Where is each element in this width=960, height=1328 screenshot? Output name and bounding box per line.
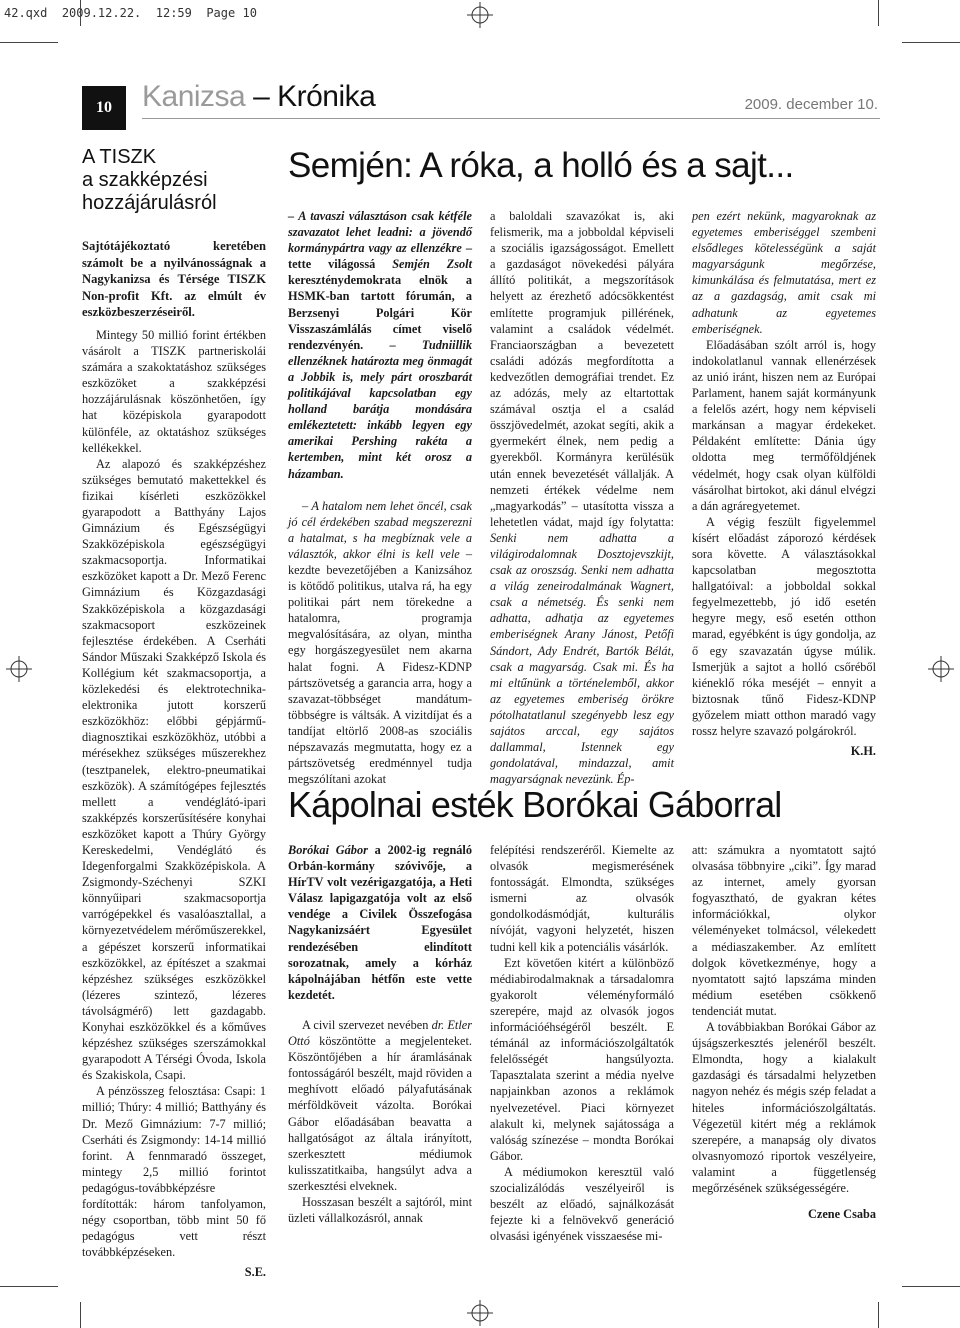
article1-lead: – A tavaszi választáson csak kétféle szavazatot lehet leadni: a jövendő kormánypártra vagy az ellenzékre – tette világossá Semjén Zsolt kereszténydemokrata elnök a HSMK-ban tartott fórumán, a Berzsenyi Polgári Kör Visszaszámlálás címet viselő rendezvényén. – Tudniillik ellenzéknek határozta meg önmagát a Jobbik is, mely párt oroszbarát politikájával kapcsolatban egy holland barátja mondására emlékeztetett: inkább legyen egy amerikai Pershing rakéta a kertemben, mint két orosz a házamban. (288, 209, 473, 481)
article1-column-3 (692, 208, 876, 759)
sidebar-paragraph: A pénzösszeg felosztása: Csapi: 1 millió; Thúry: 4 millió; Batthyány és Dr. Mező Gimnázium: 7-7 millió; Cserháti és Zsigmondy: 14-14 millió forint. A fennmaradó összeget, mintegy 2,5 millió forintot pedagógus-továbbképzésre fordították: három tanfolyamon, négy csoportban, több mint 50 fő pedagógus vett részt továbbképzéseken. (82, 1084, 266, 1260)
article2-paragraph: Ezt követően kitért a különböző médiabirodalmaknak a társadalomra gyakorolt véleményformáló szerepére, majd az olvasók jogos információéhségéről beszélt. E témánál az információszolgáltatók felelősségét hangsúlyozta. Tapasztalata szerint a média nyelve napjainkban azonos a reklámok nyelvezetével. Piaci környezet alakult ki, melynek sajátossága a valóság színezése – mondta Borókai Gábor. (490, 955, 674, 1163)
article1-signature: K.H. (850, 744, 876, 759)
registration-mark-icon (928, 656, 954, 682)
article2-signature: Czene Csaba (808, 1207, 876, 1222)
article1-paragraph: a baloldali szavazókat is, aki felismerik, ma a jobboldal képviseli a szociális igazságosságot. Emellett a gazdaságot növekedési pályára állító politikát, a megszorítások helyett az érezhető adócsökkentést említette programjuk pillérének, valamint a családok védelmét. Franciaországban a bevezetett családi adózás megfordította a kedvezőtlen demográfiai trendet. Ez az adózás, mely az eltartottak számával osztja el a család összjövedelmét, azokat segíti, akik a gyermekért élnek, nem pedig a gyerekből. Kormányra kerülésük után ennek bevezetését vállalják. A nemzeti értékek védelme nem „magyarkodás” – utasította vissza a lehetetlen vádat, majd így folytatta: Senki nem adhatta a világirodalomnak Dosztojevszkijt, csak az oroszság. Senki nem adhatta a világ zeneirodalmának Wagnert, csak a németség. És senki nem adhatta, adhatja az egyetemes emberiségnek Arany Jánost, Petőfi Sándort, Ady Endrét, Bartók Bélát, csak a magyarság. Csak mi. És ha mi eltűnünk a történelemből, akkor az egyetemes emberiség örökre pótolhatatlanul szegényebb lesz egy sajátos arccal, egy sajátos dallammal, Istennek egy gondolatával, mindazzal, amit magyarságnak nevezünk. Ép- (490, 209, 674, 787)
masthead (142, 80, 375, 114)
sidebar-paragraph: Mintegy 50 millió forint értékben vásárolt a TISZK partneriskolái számára a szakoktatáshoz szükséges eszközöket a szakképzési hozzájárulásnak köszönhetően, így hat középiskola gyarapodott különféle, az oktatáshoz szükséges kellékekkel. (82, 327, 266, 455)
article2-paragraph: felépítési rendszeréről. Kiemelte az olvasók megismerésének fontosságát. Elmondta, szükséges ismerni az olvasók gondolkodásmódját, kulturális nívóját, vagyoni helyzetét, hiszen tudni kell kik a potenciális vásárlók. (490, 843, 674, 954)
article2-paragraph: A továbbiakban Borókai Gábor az újságszerkesztés jelenéről beszélt. Elmondta, hogy a kialakult gazdasági és társadalmi helyzetben nagyon nehéz és mégis szép feladat a hiteles információszolgáltatás. Végezetül kitért még a reklámok szerepére, a manapság oly divatos olvasnyomozó riportok veszélyeire, valamint a függetlenség megőrzésének szükségességére. (692, 1020, 876, 1195)
registration-mark-icon (467, 1300, 493, 1326)
article2-paragraph: Hosszasan beszélt a sajtóról, mint üzleti vállalkozásról, annak (288, 1194, 472, 1226)
crop-mark (902, 42, 960, 43)
printer-slug (4, 6, 257, 20)
article2-column-3 (692, 842, 876, 1222)
article1-paragraph: A végig feszült figyelemmel kísért előadást záporozó kérdések sora követte. A választásokkal kapcsolatban megosztotta hallgatóival: a jobboldal sokkal fegyelmezettebb, jó idő esetén hegyre megy, eső esetén otthon marad, egyébként is úgy gondolja, az ő egy szavazatán úgyse múlik. Ismerjük a sajtot a holló csőréből kiéneklő róka meséjét – ennyit a biztosnak tűnő Fidesz-KDNP győzelem miatt otthon maradó vagy rossz helyre szavazó polgárokról. (692, 514, 876, 738)
article2-paragraph: A médiumokon keresztül való szocializálódás veszélyeiről is beszélt az előadó, sajnálkozását fejezte ki a felnövekvő generáció olvasási igényének visszaesése mi- (490, 1164, 674, 1244)
crop-mark (0, 42, 58, 43)
sidebar-lead: Sajtótájékoztató keretében számolt be a nyilvánosságnak a Nagykanizsa és Térsége TISZK Non-profit Kft. az elmúlt év eszközbeszerzéseiről. (82, 239, 266, 320)
header-rule (142, 118, 880, 119)
masthead-kanizsa: Kanizsa (142, 80, 246, 113)
masthead-kronika: Krónika (277, 80, 376, 113)
slug-file: 42.qxd (4, 6, 48, 20)
sidebar-title (82, 146, 217, 215)
crop-mark (80, 1302, 81, 1328)
sidebar-title-line1: A TISZK (82, 146, 157, 168)
article2-paragraph: att: számukra a nyomtatott sajtó olvasása többnyire „ciki”. Így marad az internet, amely gyorsan fogyasztható, de gyakran kétes információkkal, olykor véleményeket tolmácsol, vélekedett a médiaszakember. Az említett dolgok következménye, hogy a nyomtatott sajtó lapszáma minden médium esetében csökkenő tendenciát mutat. (692, 843, 876, 1018)
header-date: 2009. december 10. (744, 96, 878, 113)
article1-paragraph: – A hatalom nem lehet öncél, csak jó cél érdekében szabad megszerezni a hatalmat, s ha megbíznak vele a választók, akkor élni is kell vele – kezdte bevezetőjében a Kanizsához is kötődő politikus, utalva rá, ha egy politikai párt nem törekedne a hatalomra, programja megvalósítására, az olyan, mintha egy horgászegyesület nem akarna halat fogni. A Fidesz-KDNP pártszövetség a garancia arra, hogy a szavazat-többséget mandátum-többségre is váltsák. A vizitdíjat és a tandíjat eltörlő 2008-as szociális népszavazás megmutatta, hogy ez a pártszövetség eredménnyel tudja megszólítani azokat (288, 498, 472, 787)
crop-mark (878, 0, 879, 26)
article2-paragraph: A civil szervezet nevében dr. Etler Ottó köszöntötte a megjelenteket. Köszöntőjében a hír áramlásának fontosságáról beszélt, majd röviden a meghívott előadó pályafutásának mérföldköveit vázolta. Borókai Gábor előadásában beavatta a hallgatóságot az általa irányított, szerkesztett médiumok kulisszatitkaiba, hangsúlyt adva a szerkesztési elveknek. (288, 1017, 472, 1193)
sidebar-paragraph: Az alapozó és szakképzéshez szükséges bemutató makettekkel és fizikai kísérleti eszközökkel gyarapodott a Batthyány Lajos Gimnázium és Egészségügyi Szakközépiskola egészségügyi szakmacsoportja. Informatikai eszközöket kapott a Dr. Mező Ferenc Gimnázium és Közgazdasági Szakközépiskola a közgazdasági szakmacsoport eszközeinek fejlesztése érdekében. A Cserháti Sándor Műszaki Szakképző Iskola és Kollégium két szakmacsoportja, a közlekedési és elektrotechnika-elektronika jutott korszerű eszközökhöz: előbbi gépjármű-diagnosztikai eszközökhöz, utóbbi a mérésekhez szükséges műszerekhez (tesztpanelek, elektro-pneumatikai eszközök). A számítógépes fejlesztés mellett a vendéglátó-ipari szakképzés korszerűsítésére konyhai eszközöket kapott a Thúry György Kereskedelmi, Vendéglátó és Idegenforgalmi Szakközépiskola. A Zsigmondy-Széchenyi SZKI könnyűipari szakmacsoportja varrógépekkel és vasalóasztallal, a környezetvédelem mérőműszerekkel, a gépészet korszerű informatikai eszközökkel, az építészet a szakmai képzéshez szükséges eszközökkel (lézeres szintező, lézeres távolságmérő) lett gazdagabb. Konyhai eszközökkel és a kőműves képzéshez szükséges szerszámokkal gyarapodott A Térségi Óvoda, Iskola és Szakiskola, Csapi. (82, 456, 266, 1083)
slug-time: 12:59 (155, 6, 192, 20)
slug-date: 2009.12.22. (61, 6, 142, 20)
article1-paragraph: Előadásában szólt arról is, hogy indokolatlanul vannak ellenérzések az unió iránt, hiszen nem az Európai Parlament, hanem saját kormányunk a felelős azért, hogy nem képviseli markánsan a magyar érdekeket. Példaként említette: Dánia úgy oldotta meg termőföldjének védelmét, hogy csak olyan külföldi vásárolhat birtokot, aki dánul elvégzi a dán agráregyetemet. (692, 337, 876, 513)
article2-column-1 (288, 842, 472, 1226)
article2-lead: Borókai Gábor a 2002-ig regnáló Orbán-kormány szóvivője, a HírTV volt vezérigazgatója, a Heti Válasz lapigazgatója volt az első vendége a Civilek Összefogása Nagykanizsáért Egyesület rendezésében elindított sorozatnak, amely a kórház kápolnájában hétfőn este vette kezdetét. (288, 843, 472, 1002)
sidebar-title-line3: hozzájárulásról (82, 192, 217, 214)
registration-mark-icon (467, 2, 493, 28)
sidebar-column (82, 238, 266, 1281)
article2-title: Kápolnai esték Borókai Gáborral (288, 784, 782, 825)
article2-column-2 (490, 842, 674, 1244)
registration-mark-icon (6, 656, 32, 682)
slug-page-label: Page (206, 6, 236, 20)
article1-paragraph: pen ezért nekünk, magyaroknak az egyetemes emberiséggel szembeni elsődleges kötelességünk a saját magyarságunk megőrzése, kimunkálása és felmutatása, mert ez az a gazdagság, amit csak mi adhatunk az egyetemes emberiségnek. (692, 209, 876, 336)
sidebar-signature: S.E. (244, 1265, 266, 1280)
page-number: 10 (96, 99, 112, 116)
article1-title: Semjén: A róka, a holló és a sajt... (288, 146, 794, 185)
crop-mark (878, 1302, 879, 1328)
masthead-dash: – (253, 80, 270, 113)
sidebar-title-line2: a szakképzési (82, 169, 208, 191)
page-number-box (82, 86, 126, 130)
crop-mark (902, 1286, 960, 1287)
crop-mark (0, 1286, 58, 1287)
article1-column-1 (288, 208, 472, 787)
slug-page-number: 10 (242, 6, 257, 20)
crop-mark (80, 0, 81, 26)
article1-column-2 (490, 208, 674, 787)
